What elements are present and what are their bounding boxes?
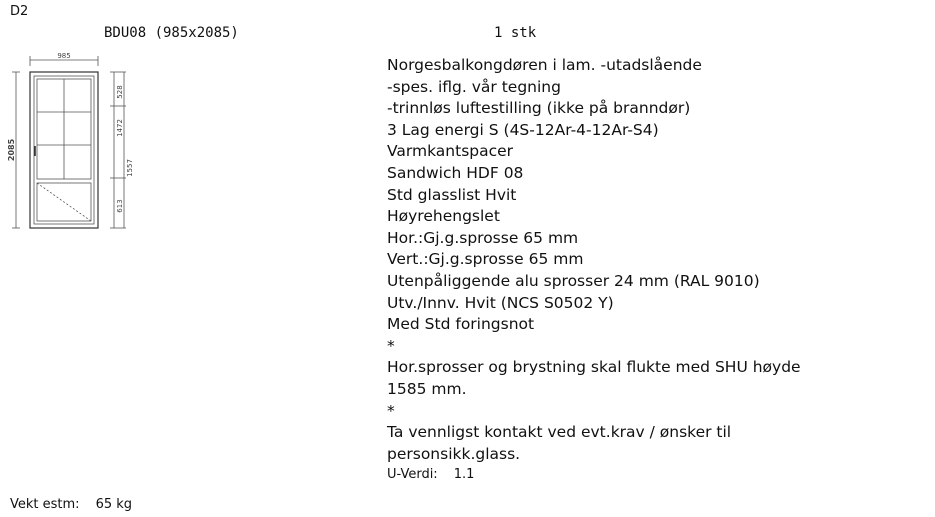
- spec-line: Norgesbalkongdøren i lam. -utadslående: [387, 56, 702, 74]
- quantity: 1 stk: [494, 25, 537, 41]
- weight-label: Vekt estm:: [10, 497, 80, 512]
- spec-line: personsikk.glass.: [387, 444, 521, 463]
- spec-line: Std glasslist Hvit: [387, 185, 517, 204]
- door-drawing: [7, 48, 138, 233]
- spec-line: *: [387, 401, 395, 420]
- spec-line: -trinnløs luftestilling (ikke på branndør): [387, 99, 691, 118]
- dim-1472: 1472: [116, 119, 124, 137]
- specification-list: [387, 55, 801, 465]
- spec-line: Med Std foringsnot: [387, 315, 535, 334]
- width-dimension: 985: [57, 52, 71, 60]
- spec-line: -spes. iflg. vår tegning: [387, 77, 561, 96]
- dim-613: 613: [116, 199, 124, 213]
- height-dimension: 2085: [7, 138, 16, 162]
- spec-line: Hor.:Gj.g.sprosse 65 mm: [387, 228, 579, 247]
- spec-line: *: [387, 336, 395, 355]
- spec-line: Utenpåliggende alu sprosser 24 mm (RAL 9010): [387, 271, 760, 290]
- spec-line: Varmkantspacer: [387, 142, 514, 161]
- weight: [10, 497, 132, 512]
- door-model: BDU08 (985x2085): [104, 25, 239, 41]
- dim-528: 528: [116, 85, 124, 99]
- u-value-label: U-Verdi:: [387, 467, 438, 482]
- spec-line: Vert.:Gj.g.sprosse 65 mm: [387, 250, 584, 269]
- weight-value: 65 kg: [95, 497, 133, 512]
- spec-line: Utv./Innv. Hvit (NCS S0502 Y): [387, 293, 614, 312]
- dim-1557: 1557: [126, 159, 134, 177]
- spec-line: Sandwich HDF 08: [387, 163, 524, 182]
- u-value-number: 1.1: [453, 467, 475, 482]
- spec-line: 1585 mm.: [387, 379, 467, 398]
- spec-line: Høyrehengslet: [387, 207, 500, 226]
- position-id: D2: [10, 4, 29, 19]
- u-value: [387, 467, 474, 482]
- spec-line: Ta vennligst kontakt ved evt.krav / ønsker til: [387, 423, 732, 442]
- spec-line: Hor.sprosser og brystning skal flukte med SHU høyde: [387, 358, 801, 377]
- spec-line: 3 Lag energi S (4S-12Ar-4-12Ar-S4): [387, 120, 659, 139]
